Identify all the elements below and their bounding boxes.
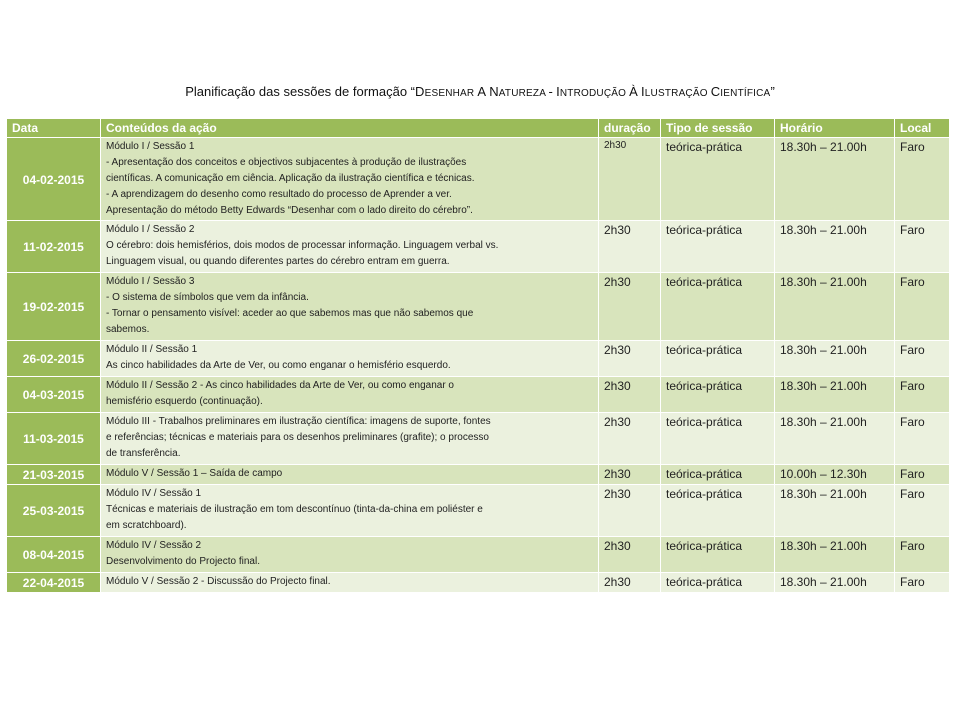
session-date: 04-03-2015 <box>7 377 101 413</box>
session-type: teórica-prática <box>661 138 775 221</box>
session-place: Faro <box>895 465 950 485</box>
table-body <box>7 138 950 593</box>
session-time: 18.30h – 21.00h <box>775 221 895 273</box>
content-line: Módulo I / Sessão 1 <box>106 141 195 152</box>
session-type: teórica-prática <box>661 341 775 377</box>
table-row <box>7 465 950 485</box>
session-duration: 2h30 <box>599 221 661 273</box>
session-time: 18.30h – 21.00h <box>775 413 895 465</box>
header-date: Data <box>7 119 101 138</box>
session-time: 10.00h – 12.30h <box>775 465 895 485</box>
session-date: 21-03-2015 <box>7 465 101 485</box>
content-line: Técnicas e materiais de ilustração em tom descontínuo (tinta-da-china em poliéster e <box>106 504 483 515</box>
table-row <box>7 341 950 377</box>
session-date: 11-02-2015 <box>7 221 101 273</box>
session-content <box>101 537 599 573</box>
content-line: - O sistema de símbolos que vem da infância. <box>106 292 309 303</box>
content-line: Módulo I / Sessão 2 <box>106 224 195 235</box>
session-type: teórica-prática <box>661 537 775 573</box>
table-row <box>7 138 950 221</box>
content-line: O cérebro: dois hemisférios, dois modos de processar informação. Linguagem verbal vs. <box>106 240 499 251</box>
session-duration: 2h30 <box>599 341 661 377</box>
session-content <box>101 341 599 377</box>
content-line: Módulo IV / Sessão 2 <box>106 540 202 551</box>
session-content <box>101 377 599 413</box>
session-place: Faro <box>895 138 950 221</box>
content-line: Módulo I / Sessão 3 <box>106 276 195 287</box>
session-place: Faro <box>895 273 950 341</box>
session-time: 18.30h – 21.00h <box>775 485 895 537</box>
session-duration: 2h30 <box>599 537 661 573</box>
title-suffix: ” <box>770 84 775 99</box>
session-duration: 2h30 <box>599 138 661 221</box>
table-row <box>7 413 950 465</box>
table-row <box>7 537 950 573</box>
session-duration: 2h30 <box>599 465 661 485</box>
session-place: Faro <box>895 413 950 465</box>
session-date: 25-03-2015 <box>7 485 101 537</box>
content-line: - A aprendizagem do desenho como resultado do processo de Aprender a ver. <box>106 189 452 200</box>
session-type: teórica-prática <box>661 573 775 593</box>
session-duration: 2h30 <box>599 377 661 413</box>
content-line: Módulo III - Trabalhos preliminares em ilustração científica: imagens de suporte, fontes <box>106 416 491 427</box>
header-place: Local <box>895 119 950 138</box>
title-course-name: DESENHAR A NATUREZA - INTRODUÇÃO À ILUSTRAÇÃO CIENTÍFICA <box>415 84 771 99</box>
content-line: de transferência. <box>106 448 181 459</box>
session-content <box>101 485 599 537</box>
content-line: Módulo V / Sessão 2 - Discussão do Projecto final. <box>106 576 331 587</box>
table-row <box>7 377 950 413</box>
content-line: Linguagem visual, ou quando diferentes partes do cérebro entram em guerra. <box>106 256 450 267</box>
session-content <box>101 221 599 273</box>
session-type: teórica-prática <box>661 465 775 485</box>
session-duration: 2h30 <box>599 413 661 465</box>
session-content <box>101 138 599 221</box>
session-date: 19-02-2015 <box>7 273 101 341</box>
header-time: Horário <box>775 119 895 138</box>
header-content: Conteúdos da ação <box>101 119 599 138</box>
table-header-row <box>7 119 950 138</box>
session-time: 18.30h – 21.00h <box>775 341 895 377</box>
session-duration: 2h30 <box>599 273 661 341</box>
content-line: Módulo IV / Sessão 1 <box>106 488 202 499</box>
session-content <box>101 465 599 485</box>
table-row <box>7 573 950 593</box>
session-time: 18.30h – 21.00h <box>775 273 895 341</box>
content-line: hemisfério esquerdo (continuação). <box>106 396 263 407</box>
table-row <box>7 273 950 341</box>
session-date: 08-04-2015 <box>7 537 101 573</box>
header-session-type: Tipo de sessão <box>661 119 775 138</box>
session-date: 11-03-2015 <box>7 413 101 465</box>
content-line: em scratchboard). <box>106 520 187 531</box>
content-line: Módulo II / Sessão 1 <box>106 344 198 355</box>
content-line: - Apresentação dos conceitos e objectivos subjacentes à produção de ilustrações <box>106 157 467 168</box>
content-line: Apresentação do método Betty Edwards “Desenhar com o lado direito do cérebro”. <box>106 205 473 216</box>
content-line: científicas. A comunicação em ciência. Aplicação da ilustração científica e técnicas. <box>106 173 475 184</box>
content-line: e referências; técnicas e materiais para os desenhos preliminares (grafite); o processo <box>106 432 489 443</box>
session-duration: 2h30 <box>599 485 661 537</box>
content-line: Desenvolvimento do Projecto final. <box>106 556 260 567</box>
title-prefix: Planificação das sessões de formação “ <box>185 84 415 99</box>
content-line: Módulo II / Sessão 2 - As cinco habilidades da Arte de Ver, ou como enganar o <box>106 380 454 391</box>
session-place: Faro <box>895 537 950 573</box>
session-duration: 2h30 <box>599 573 661 593</box>
session-time: 18.30h – 21.00h <box>775 573 895 593</box>
session-place: Faro <box>895 221 950 273</box>
session-place: Faro <box>895 485 950 537</box>
table-row <box>7 485 950 537</box>
page-title <box>0 84 960 99</box>
session-place: Faro <box>895 377 950 413</box>
session-content <box>101 273 599 341</box>
session-content <box>101 413 599 465</box>
session-place: Faro <box>895 341 950 377</box>
sessions-table <box>6 118 950 593</box>
session-type: teórica-prática <box>661 413 775 465</box>
header-duration: duração <box>599 119 661 138</box>
session-date: 26-02-2015 <box>7 341 101 377</box>
session-type: teórica-prática <box>661 377 775 413</box>
session-type: teórica-prática <box>661 221 775 273</box>
session-time: 18.30h – 21.00h <box>775 138 895 221</box>
session-place: Faro <box>895 573 950 593</box>
session-date: 04-02-2015 <box>7 138 101 221</box>
session-time: 18.30h – 21.00h <box>775 377 895 413</box>
table-row <box>7 221 950 273</box>
content-line: As cinco habilidades da Arte de Ver, ou como enganar o hemisfério esquerdo. <box>106 360 451 371</box>
content-line: Módulo V / Sessão 1 – Saída de campo <box>106 468 283 479</box>
session-type: teórica-prática <box>661 485 775 537</box>
content-line: - Tornar o pensamento visível: aceder ao que sabemos mas que não sabemos que <box>106 308 474 319</box>
session-time: 18.30h – 21.00h <box>775 537 895 573</box>
session-date: 22-04-2015 <box>7 573 101 593</box>
content-line: sabemos. <box>106 324 150 335</box>
session-content <box>101 573 599 593</box>
session-type: teórica-prática <box>661 273 775 341</box>
